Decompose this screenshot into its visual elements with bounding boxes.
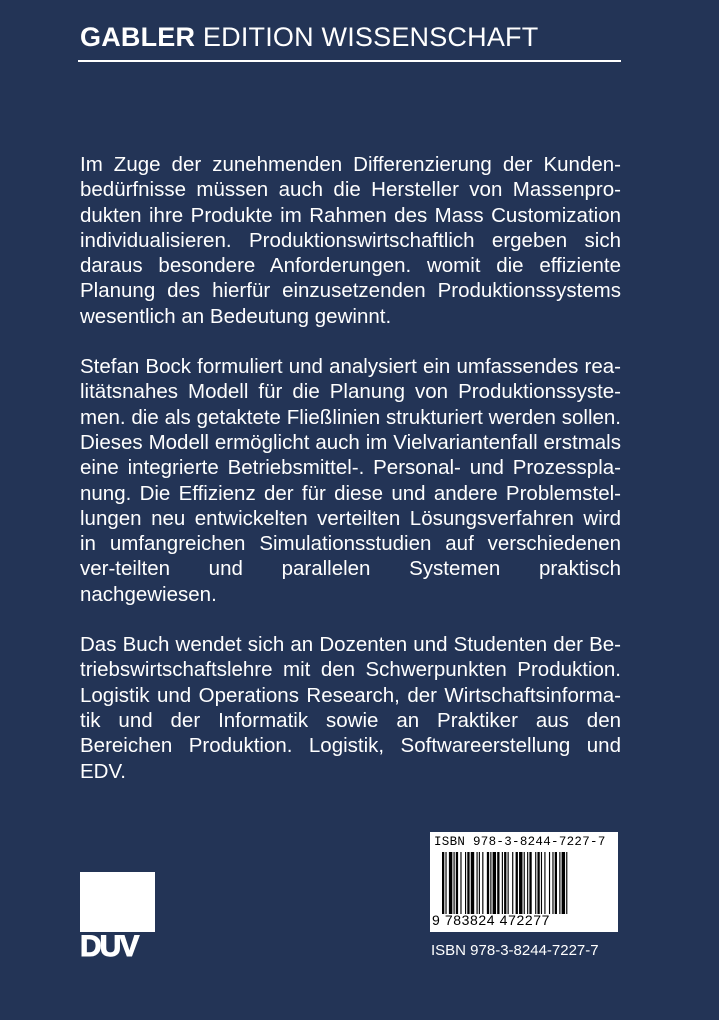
blurb-paragraph-2: Stefan Bock formuliert und analysiert ein umfassendes rea-litätsnahes Modell für die Planung von Produktionssyste-men. die als getaktete Fließlinien strukturiert werden sollen. Dieses Modell ermöglicht auch im Vielvariantenfall erstmals eine integrierte Betriebsmittel-. Personal- und Prozesspla-nung. Die Effizienz der für diese und andere Problemstel-lungen neu entwickelten verteilten Lösungsverfahren wird in umfangreichen Simulationsstudien auf verschiedenen ver-teilten und parallelen Systemen praktisch nachgewiesen. <box>80 355 621 606</box>
barcode-bar <box>442 852 444 914</box>
isbn-text: ISBN 978-3-8244-7227-7 <box>431 942 599 959</box>
barcode-bar <box>493 852 496 914</box>
barcode-bar <box>497 852 499 914</box>
barcode-bar <box>519 852 522 914</box>
barcode-bar <box>562 852 565 914</box>
barcode-bar <box>535 852 536 914</box>
barcode-bar <box>490 852 491 914</box>
barcode-panel <box>430 832 618 932</box>
barcode-bar <box>552 852 553 914</box>
barcode-bars <box>442 852 612 914</box>
barcode-bar <box>460 852 461 914</box>
barcode-bar <box>524 852 525 914</box>
series-name: EDITION WISSENSCHAFT <box>202 22 539 52</box>
barcode-bar <box>566 852 567 914</box>
back-cover-blurb <box>80 152 621 809</box>
barcode-bar <box>449 852 452 914</box>
barcode-bar <box>467 852 469 914</box>
barcode-bar <box>516 852 518 914</box>
logo-box <box>80 872 155 932</box>
publisher-logo <box>80 872 155 964</box>
barcode-bar <box>559 852 560 914</box>
barcode-bar <box>508 852 509 914</box>
barcode-bar <box>445 852 446 914</box>
series-brand: GABLER <box>80 22 196 52</box>
barcode-bar <box>482 852 483 914</box>
barcode-bar <box>549 852 550 914</box>
logo-text: DUV <box>80 930 138 963</box>
barcode-bar <box>512 852 513 914</box>
blurb-paragraph-3: Das Buch wendet sich an Dozenten und Studenten der Be-triebswirtschaftslehre mit den Schwerpunkten Produktion. Logistik und Operations Research, der Wirtschaftsinforma-tik und der Informatik sowie an Praktiker aus den Bereichen Produktion. Logistik, Softwareerstellung und EDV. <box>80 633 621 783</box>
barcode-bar <box>544 852 545 914</box>
barcode-digits: 9 783824 472277 <box>432 912 550 928</box>
barcode-bar <box>502 852 503 914</box>
barcode-bar <box>537 852 539 914</box>
barcode-bar <box>454 852 455 914</box>
barcode-bar <box>541 852 542 914</box>
barcode-bar <box>555 852 557 914</box>
barcode-bar <box>471 852 474 914</box>
barcode-bar <box>487 852 489 914</box>
blurb-paragraph-1: Im Zuge der zunehmenden Differenzierung der Kunden-bedürfnisse müssen auch die Hersteller von Massenpro-dukten ihre Produkte im Rahmen des Mass Customization individualisieren. Produktionswirtschaftlich ergeben sich daraus besondere Anforderungen. womit die effiziente Planung des hierfür einzusetzenden Produktionssystems wesentlich an Bedeutung gewinnt. <box>80 153 621 328</box>
barcode-bar <box>477 852 478 914</box>
barcode-bar <box>456 852 458 914</box>
barcode-bar <box>527 852 528 914</box>
barcode-bar <box>465 852 466 914</box>
header-divider <box>78 60 621 62</box>
series-title <box>80 22 538 53</box>
barcode-bar <box>479 852 480 914</box>
barcode-bar <box>504 852 506 914</box>
barcode-bar <box>529 852 531 914</box>
barcode-isbn-label: ISBN 978-3-8244-7227-7 <box>434 835 606 849</box>
